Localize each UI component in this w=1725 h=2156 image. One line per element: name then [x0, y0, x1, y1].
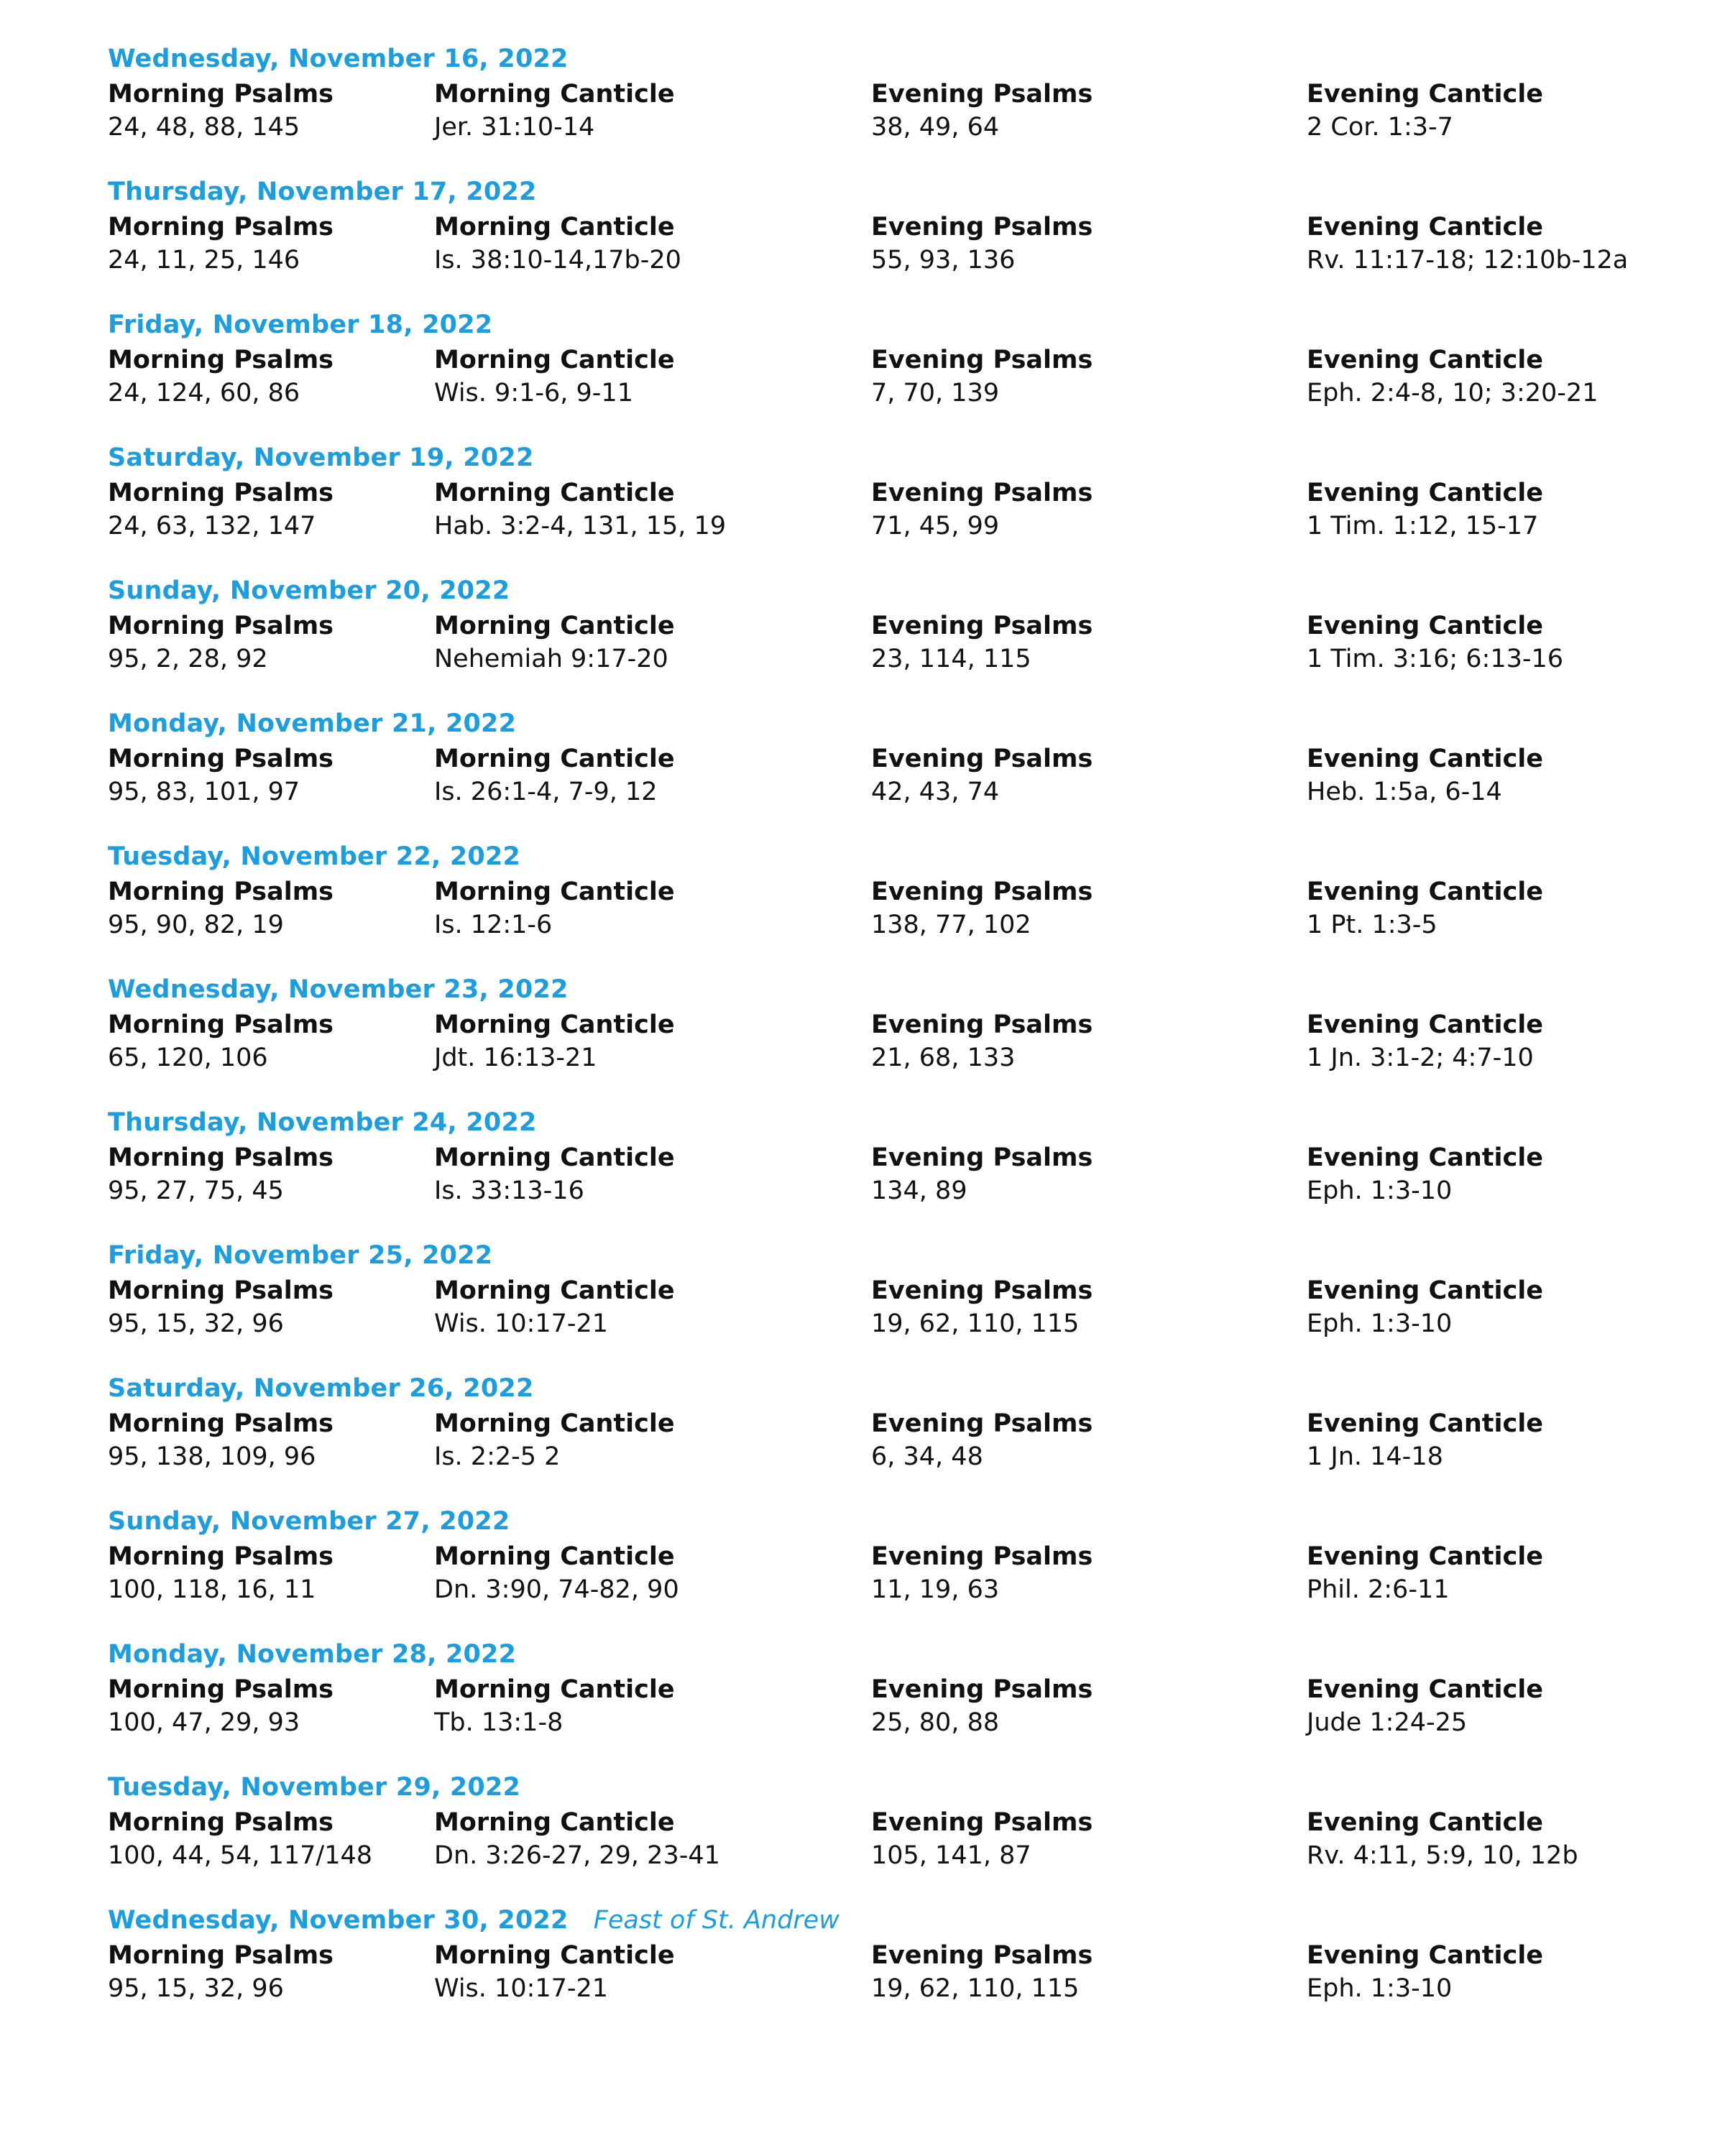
evening-psalms-label: Evening Psalms [871, 1143, 1093, 1172]
evening-psalms-value: 134, 89 [871, 1176, 967, 1205]
evening-canticle-column [1307, 1407, 1543, 1473]
evening-psalms-column [871, 211, 1092, 277]
day-header [108, 1906, 1653, 1939]
day-header [108, 178, 1653, 211]
evening-canticle-label: Evening Canticle [1307, 877, 1543, 906]
morning-canticle-value: Wis. 10:17-21 [434, 1974, 609, 2003]
day-entry [108, 310, 1653, 443]
evening-psalms-column [871, 78, 1092, 144]
evening-canticle-column [1307, 609, 1563, 676]
morning-psalms-value: 95, 83, 101, 97 [108, 778, 300, 806]
evening-psalms-column [871, 476, 1092, 543]
morning-psalms-column [108, 1939, 334, 2005]
evening-psalms-column [871, 344, 1092, 410]
morning-canticle-value: Wis. 10:17-21 [434, 1309, 609, 1338]
evening-psalms-value: 55, 93, 136 [871, 246, 1016, 275]
day-entry [108, 1374, 1653, 1507]
evening-psalms-label: Evening Psalms [871, 1409, 1093, 1438]
morning-canticle-label: Morning Canticle [434, 1542, 675, 1571]
morning-canticle-label: Morning Canticle [434, 80, 675, 109]
evening-canticle-column [1307, 1673, 1543, 1739]
evening-psalms-value: 11, 19, 63 [871, 1575, 1000, 1604]
day-header [108, 1773, 1653, 1806]
day-header [108, 310, 1653, 344]
morning-psalms-column [108, 211, 334, 277]
evening-canticle-value: 1 Jn. 3:1-2; 4:7-10 [1307, 1044, 1534, 1072]
morning-psalms-value: 24, 63, 132, 147 [108, 512, 316, 540]
day-header [108, 1507, 1653, 1540]
day-feast-note: Feast of St. Andrew [593, 1906, 840, 1935]
morning-canticle-value: Wis. 9:1-6, 9-11 [434, 379, 633, 407]
morning-canticle-value: Is. 2:2-5 2 [434, 1442, 561, 1471]
morning-psalms-column [108, 1008, 334, 1074]
evening-canticle-label: Evening Canticle [1307, 1675, 1543, 1704]
morning-psalms-label: Morning Psalms [108, 1808, 334, 1837]
psalm-schedule [108, 45, 1653, 2039]
evening-canticle-label: Evening Canticle [1307, 479, 1543, 507]
day-readings [108, 1141, 1653, 1207]
evening-psalms-value: 19, 62, 110, 115 [871, 1974, 1080, 2003]
day-readings [108, 211, 1653, 277]
morning-psalms-label: Morning Psalms [108, 479, 334, 507]
day-date: Tuesday, November 29, 2022 [108, 1773, 521, 1802]
morning-canticle-value: Jer. 31:10-14 [434, 113, 595, 142]
evening-canticle-column [1307, 211, 1628, 277]
morning-canticle-label: Morning Canticle [434, 1010, 675, 1039]
morning-canticle-label: Morning Canticle [434, 346, 675, 374]
evening-psalms-column [871, 1274, 1092, 1340]
day-readings [108, 1540, 1653, 1606]
morning-psalms-column [108, 476, 334, 543]
evening-canticle-label: Evening Canticle [1307, 745, 1543, 773]
evening-canticle-label: Evening Canticle [1307, 80, 1543, 109]
morning-psalms-label: Morning Psalms [108, 612, 334, 640]
morning-psalms-label: Morning Psalms [108, 80, 334, 109]
evening-psalms-label: Evening Psalms [871, 1675, 1093, 1704]
evening-psalms-value: 19, 62, 110, 115 [871, 1309, 1080, 1338]
morning-psalms-label: Morning Psalms [108, 745, 334, 773]
evening-psalms-value: 23, 114, 115 [871, 645, 1031, 673]
day-header [108, 842, 1653, 875]
morning-psalms-value: 95, 15, 32, 96 [108, 1309, 284, 1338]
day-date: Wednesday, November 16, 2022 [108, 45, 569, 73]
morning-canticle-column [434, 211, 681, 277]
evening-psalms-column [871, 609, 1092, 676]
evening-canticle-value: 1 Tim. 1:12, 15-17 [1307, 512, 1539, 540]
evening-psalms-column [871, 1141, 1092, 1207]
day-date: Thursday, November 24, 2022 [108, 1108, 537, 1137]
day-header [108, 1640, 1653, 1673]
evening-canticle-column [1307, 78, 1543, 144]
morning-psalms-column [108, 742, 334, 808]
day-entry [108, 709, 1653, 842]
day-date: Saturday, November 26, 2022 [108, 1374, 534, 1403]
evening-canticle-value: Eph. 1:3-10 [1307, 1176, 1453, 1205]
evening-canticle-column [1307, 1141, 1543, 1207]
morning-canticle-column [434, 1274, 675, 1340]
evening-canticle-label: Evening Canticle [1307, 1010, 1543, 1039]
evening-canticle-label: Evening Canticle [1307, 1276, 1543, 1305]
morning-psalms-value: 24, 124, 60, 86 [108, 379, 300, 407]
evening-psalms-label: Evening Psalms [871, 877, 1093, 906]
morning-canticle-column [434, 476, 726, 543]
morning-psalms-value: 65, 120, 106 [108, 1044, 268, 1072]
day-readings [108, 476, 1653, 543]
morning-psalms-value: 95, 27, 75, 45 [108, 1176, 284, 1205]
evening-psalms-column [871, 742, 1092, 808]
day-date: Monday, November 28, 2022 [108, 1640, 517, 1669]
evening-canticle-value: Eph. 1:3-10 [1307, 1974, 1453, 2003]
evening-psalms-column [871, 875, 1092, 941]
day-readings [108, 1407, 1653, 1473]
evening-canticle-label: Evening Canticle [1307, 346, 1543, 374]
morning-canticle-label: Morning Canticle [434, 1276, 675, 1305]
morning-canticle-column [434, 344, 675, 410]
morning-canticle-value: Tb. 13:1-8 [434, 1708, 564, 1737]
day-readings [108, 1274, 1653, 1340]
morning-psalms-column [108, 78, 334, 144]
evening-psalms-label: Evening Psalms [871, 80, 1093, 109]
evening-psalms-value: 21, 68, 133 [871, 1044, 1016, 1072]
evening-canticle-value: Jude 1:24-25 [1307, 1708, 1468, 1737]
morning-psalms-label: Morning Psalms [108, 1143, 334, 1172]
evening-psalms-label: Evening Psalms [871, 346, 1093, 374]
morning-psalms-value: 95, 2, 28, 92 [108, 645, 268, 673]
day-readings [108, 1939, 1653, 2005]
morning-canticle-column [434, 1939, 675, 2005]
day-entry [108, 1640, 1653, 1773]
morning-psalms-column [108, 1141, 334, 1207]
evening-psalms-label: Evening Psalms [871, 1941, 1093, 1970]
evening-psalms-label: Evening Psalms [871, 1276, 1093, 1305]
evening-psalms-column [871, 1008, 1092, 1074]
morning-canticle-value: Is. 26:1-4, 7-9, 12 [434, 778, 658, 806]
day-entry [108, 1906, 1653, 2039]
morning-psalms-label: Morning Psalms [108, 1409, 334, 1438]
morning-canticle-value: Jdt. 16:13-21 [434, 1044, 597, 1072]
evening-canticle-label: Evening Canticle [1307, 1542, 1543, 1571]
evening-canticle-column [1307, 1540, 1543, 1606]
evening-canticle-value: Rv. 11:17-18; 12:10b-12a [1307, 246, 1629, 275]
morning-canticle-column [434, 1540, 679, 1606]
evening-canticle-value: Eph. 1:3-10 [1307, 1309, 1453, 1338]
day-header [108, 1108, 1653, 1141]
day-date: Tuesday, November 22, 2022 [108, 842, 521, 871]
evening-psalms-value: 105, 141, 87 [871, 1841, 1031, 1870]
day-entry [108, 576, 1653, 709]
morning-canticle-value: Is. 38:10-14,17b-20 [434, 246, 681, 275]
morning-psalms-value: 100, 44, 54, 117/148 [108, 1841, 373, 1870]
morning-canticle-value: Is. 33:13-16 [434, 1176, 584, 1205]
evening-psalms-column [871, 1806, 1092, 1872]
evening-psalms-label: Evening Psalms [871, 479, 1093, 507]
day-date: Thursday, November 17, 2022 [108, 178, 537, 206]
morning-canticle-value: Dn. 3:90, 74-82, 90 [434, 1575, 679, 1604]
morning-canticle-column [434, 742, 675, 808]
day-entry [108, 45, 1653, 178]
morning-canticle-label: Morning Canticle [434, 1143, 675, 1172]
evening-canticle-label: Evening Canticle [1307, 1143, 1543, 1172]
evening-canticle-column [1307, 1939, 1543, 2005]
day-header [108, 1241, 1653, 1274]
evening-canticle-label: Evening Canticle [1307, 1409, 1543, 1438]
morning-psalms-value: 95, 15, 32, 96 [108, 1974, 284, 2003]
day-header [108, 45, 1653, 78]
morning-psalms-label: Morning Psalms [108, 1675, 334, 1704]
day-entry [108, 842, 1653, 975]
day-header [108, 443, 1653, 476]
evening-canticle-value: Eph. 2:4-8, 10; 3:20-21 [1307, 379, 1598, 407]
day-date: Friday, November 25, 2022 [108, 1241, 493, 1270]
morning-psalms-value: 100, 47, 29, 93 [108, 1708, 300, 1737]
day-date: Wednesday, November 30, 2022 [108, 1906, 569, 1935]
evening-canticle-column [1307, 344, 1598, 410]
morning-psalms-label: Morning Psalms [108, 1542, 334, 1571]
evening-psalms-value: 38, 49, 64 [871, 113, 1000, 142]
evening-psalms-label: Evening Psalms [871, 612, 1093, 640]
morning-canticle-label: Morning Canticle [434, 479, 675, 507]
evening-psalms-label: Evening Psalms [871, 213, 1093, 241]
day-date: Sunday, November 20, 2022 [108, 576, 510, 605]
evening-canticle-label: Evening Canticle [1307, 1941, 1543, 1970]
day-entry [108, 443, 1653, 576]
evening-canticle-label: Evening Canticle [1307, 612, 1543, 640]
day-entry [108, 975, 1653, 1108]
morning-canticle-label: Morning Canticle [434, 745, 675, 773]
morning-psalms-label: Morning Psalms [108, 877, 334, 906]
day-readings [108, 1806, 1653, 1872]
day-readings [108, 1008, 1653, 1074]
morning-canticle-label: Morning Canticle [434, 1941, 675, 1970]
morning-psalms-value: 24, 48, 88, 145 [108, 113, 300, 142]
evening-psalms-value: 138, 77, 102 [871, 911, 1031, 939]
day-readings [108, 78, 1653, 144]
day-entry [108, 1507, 1653, 1640]
evening-canticle-value: 1 Tim. 3:16; 6:13-16 [1307, 645, 1564, 673]
evening-canticle-column [1307, 1806, 1578, 1872]
evening-psalms-label: Evening Psalms [871, 1542, 1093, 1571]
day-header [108, 709, 1653, 742]
day-header [108, 1374, 1653, 1407]
day-date: Wednesday, November 23, 2022 [108, 975, 569, 1004]
day-readings [108, 609, 1653, 676]
day-header [108, 576, 1653, 609]
morning-psalms-value: 95, 138, 109, 96 [108, 1442, 316, 1471]
morning-psalms-value: 24, 11, 25, 146 [108, 246, 300, 275]
evening-psalms-value: 71, 45, 99 [871, 512, 1000, 540]
evening-canticle-column [1307, 1008, 1543, 1074]
day-readings [108, 875, 1653, 941]
morning-canticle-column [434, 1806, 720, 1872]
evening-canticle-label: Evening Canticle [1307, 1808, 1543, 1837]
morning-psalms-value: 100, 118, 16, 11 [108, 1575, 316, 1604]
day-date: Monday, November 21, 2022 [108, 709, 517, 738]
morning-canticle-column [434, 609, 675, 676]
morning-psalms-label: Morning Psalms [108, 1941, 334, 1970]
morning-psalms-column [108, 1806, 372, 1872]
morning-canticle-label: Morning Canticle [434, 612, 675, 640]
evening-canticle-value: 1 Jn. 14-18 [1307, 1442, 1443, 1471]
evening-psalms-value: 7, 70, 139 [871, 379, 1000, 407]
evening-canticle-column [1307, 1274, 1543, 1340]
day-date: Friday, November 18, 2022 [108, 310, 493, 339]
evening-psalms-value: 6, 34, 48 [871, 1442, 983, 1471]
morning-canticle-value: Dn. 3:26-27, 29, 23-41 [434, 1841, 720, 1870]
evening-psalms-column [871, 1673, 1092, 1739]
day-entry [108, 1773, 1653, 1906]
morning-canticle-label: Morning Canticle [434, 1808, 675, 1837]
morning-canticle-value: Nehemiah 9:17-20 [434, 645, 668, 673]
morning-canticle-value: Hab. 3:2-4, 131, 15, 19 [434, 512, 727, 540]
evening-psalms-label: Evening Psalms [871, 745, 1093, 773]
morning-canticle-column [434, 1673, 675, 1739]
evening-canticle-value: 1 Pt. 1:3-5 [1307, 911, 1438, 939]
day-entry [108, 1241, 1653, 1374]
evening-psalms-label: Evening Psalms [871, 1010, 1093, 1039]
day-readings [108, 1673, 1653, 1739]
day-readings [108, 742, 1653, 808]
evening-psalms-value: 42, 43, 74 [871, 778, 1000, 806]
evening-canticle-value: 2 Cor. 1:3-7 [1307, 113, 1453, 142]
morning-psalms-column [108, 1673, 334, 1739]
morning-psalms-column [108, 344, 334, 410]
morning-canticle-column [434, 1141, 675, 1207]
morning-canticle-label: Morning Canticle [434, 877, 675, 906]
morning-psalms-column [108, 1274, 334, 1340]
evening-canticle-column [1307, 476, 1543, 543]
day-date: Sunday, November 27, 2022 [108, 1507, 510, 1536]
morning-canticle-column [434, 875, 675, 941]
morning-canticle-label: Morning Canticle [434, 213, 675, 241]
morning-canticle-column [434, 1008, 675, 1074]
morning-canticle-column [434, 78, 675, 144]
day-readings [108, 344, 1653, 410]
evening-canticle-column [1307, 742, 1543, 808]
morning-psalms-column [108, 1407, 334, 1473]
evening-psalms-column [871, 1407, 1092, 1473]
evening-psalms-column [871, 1939, 1092, 2005]
evening-canticle-value: Rv. 4:11, 5:9, 10, 12b [1307, 1841, 1578, 1870]
morning-psalms-column [108, 1540, 334, 1606]
morning-canticle-label: Morning Canticle [434, 1409, 675, 1438]
morning-psalms-column [108, 875, 334, 941]
evening-canticle-column [1307, 875, 1543, 941]
evening-canticle-label: Evening Canticle [1307, 213, 1543, 241]
day-entry [108, 1108, 1653, 1241]
evening-psalms-value: 25, 80, 88 [871, 1708, 1000, 1737]
morning-psalms-label: Morning Psalms [108, 213, 334, 241]
morning-canticle-value: Is. 12:1-6 [434, 911, 553, 939]
day-header [108, 975, 1653, 1008]
morning-psalms-value: 95, 90, 82, 19 [108, 911, 284, 939]
evening-canticle-value: Phil. 2:6-11 [1307, 1575, 1450, 1604]
morning-psalms-label: Morning Psalms [108, 1276, 334, 1305]
evening-psalms-label: Evening Psalms [871, 1808, 1093, 1837]
morning-psalms-label: Morning Psalms [108, 1010, 334, 1039]
morning-canticle-label: Morning Canticle [434, 1675, 675, 1704]
day-date: Saturday, November 19, 2022 [108, 443, 534, 472]
morning-canticle-column [434, 1407, 675, 1473]
day-entry [108, 178, 1653, 310]
evening-canticle-value: Heb. 1:5a, 6-14 [1307, 778, 1502, 806]
evening-psalms-column [871, 1540, 1092, 1606]
morning-psalms-label: Morning Psalms [108, 346, 334, 374]
morning-psalms-column [108, 609, 334, 676]
